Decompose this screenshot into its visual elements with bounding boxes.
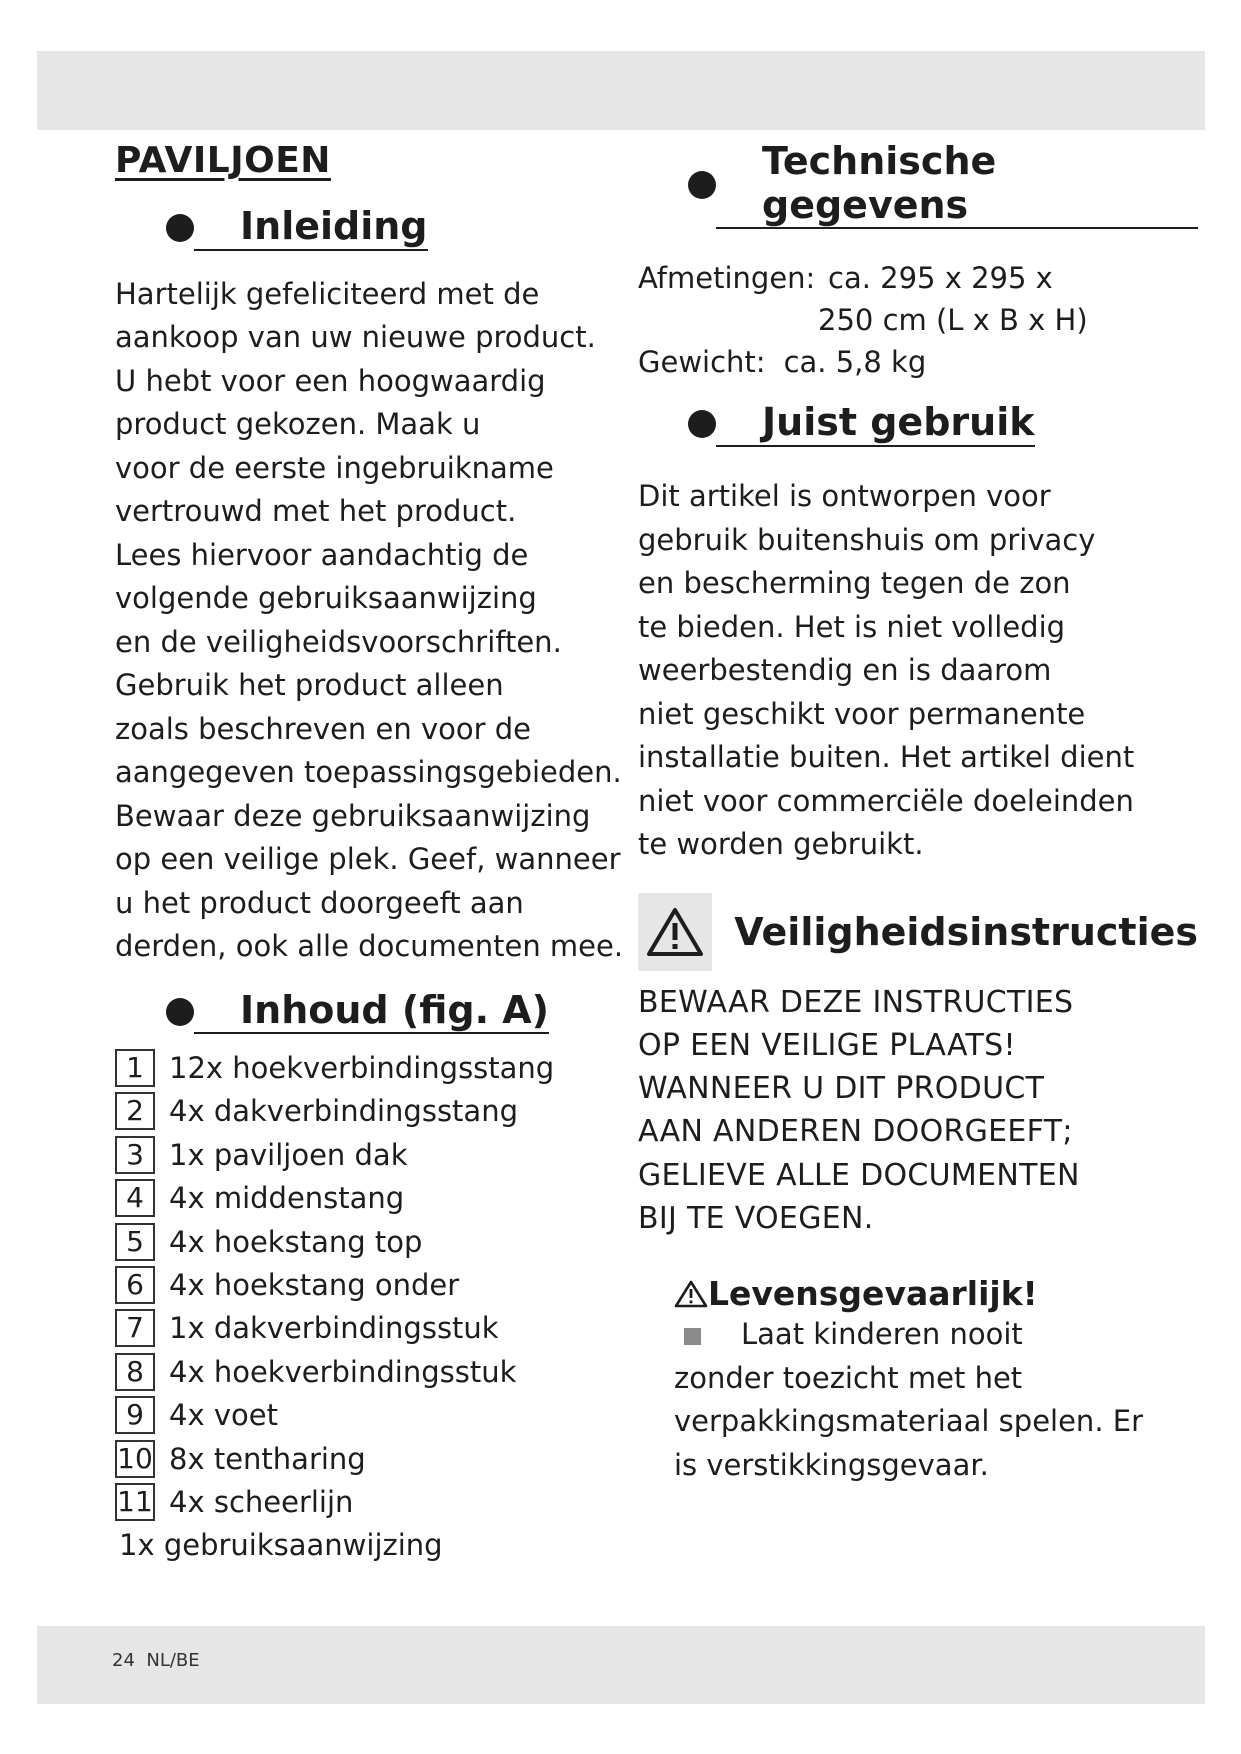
item-text: 1x dakverbindingsstuk: [169, 1311, 499, 1346]
list-item: [115, 1133, 635, 1176]
item-number: 3: [115, 1136, 155, 1174]
warning-triangle-icon: [674, 1279, 708, 1309]
right-column: [638, 140, 1198, 1487]
header-band: [37, 51, 1205, 130]
list-item: [115, 1220, 635, 1263]
item-text: 12x hoekverbindingsstang: [169, 1051, 555, 1086]
item-number: 10: [115, 1440, 155, 1478]
list-item: [115, 1177, 635, 1220]
dimensions-label: Afmetingen:: [638, 261, 816, 296]
footer: [112, 1650, 200, 1671]
weight-value: ca. 5,8 kg: [783, 345, 927, 380]
item-number: 11: [115, 1483, 155, 1521]
intro-text: Hartelijk gefeliciteerd met de aankoop van uw nieuwe product. U hebt voor een hoogwaardig product gekozen. Maak u voor de eerste ingebruikname vertrouwd met het product. Lees hiervoor aandachtig de volgende gebruiksaanwijzing en de veiligheidsvoorschriften. Gebruik het product alleen zoals beschreven en voor de aangegeven toepassingsgebieden. Bewaar deze gebruiksaanwijzing op een veilige plek. Geef, wanneer u het product doorgeeft aan derden, ook alle documenten mee.: [115, 276, 624, 964]
contents-heading: Inhoud (fig. A): [194, 989, 549, 1035]
list-item: [115, 1090, 635, 1133]
bullet-icon: [688, 171, 716, 199]
item-number: 6: [115, 1266, 155, 1304]
item-number: 2: [115, 1092, 155, 1130]
item-number: 5: [115, 1223, 155, 1261]
section-heading-tech: [688, 140, 1198, 229]
section-heading-intro: [166, 205, 635, 251]
list-item: [115, 1350, 635, 1393]
item-text: 1x paviljoen dak: [169, 1137, 408, 1172]
list-item: [115, 1480, 635, 1523]
tech-heading: Technische gegevens: [716, 140, 1198, 229]
item-number: 9: [115, 1396, 155, 1434]
danger-line-4: is verstikkingsgevaar.: [674, 1447, 989, 1482]
tech-specs: [638, 257, 1198, 383]
footer-band: [37, 1626, 1205, 1704]
danger-line-1: Laat kinderen nooit: [741, 1317, 1023, 1352]
item-text: 4x hoekstang onder: [169, 1268, 460, 1303]
safety-caps-text: BEWAAR DEZE INSTRUCTIES OP EEN VEILIGE PLAATS! WANNEER U DIT PRODUCT AAN ANDEREN DOORGEEFT; GELIEVE ALLE DOCUMENTEN BIJ TE VOEGEN.: [638, 984, 1080, 1237]
page-number: 24: [112, 1650, 135, 1671]
item-text: 4x middenstang: [169, 1181, 405, 1216]
intro-heading: Inleiding: [194, 205, 428, 251]
bullet-icon: [688, 410, 716, 438]
list-item: [115, 1263, 635, 1306]
contents-list: [115, 1046, 635, 1523]
usage-text: Dit artikel is ontworpen voor gebruik buitenshuis om privacy en bescherming tegen de zon te bieden. Het is niet volledig weerbestendig en is daarom niet geschikt voor permanente installatie buiten. Het artikel dient niet voor commerciële doeleinden te worden gebruikt.: [638, 479, 1135, 862]
danger-block: [674, 1274, 1198, 1487]
safety-heading: Veiligheidsinstructies: [734, 909, 1198, 954]
item-number: 4: [115, 1179, 155, 1217]
usage-heading: Juist gebruik: [716, 401, 1035, 447]
bullet-icon: [166, 214, 194, 242]
safety-heading-row: [638, 893, 1198, 971]
square-bullet-icon: [684, 1328, 701, 1345]
danger-line-1-row: [674, 1313, 1198, 1357]
item-number: 8: [115, 1353, 155, 1391]
list-item: [115, 1394, 635, 1437]
list-item: [115, 1307, 635, 1350]
item-text: 4x hoekstang top: [169, 1224, 423, 1259]
item-text: 4x voet: [169, 1398, 278, 1433]
dimensions-value-1: ca. 295 x 295 x: [828, 261, 1053, 296]
item-text: 8x tentharing: [169, 1441, 366, 1476]
contents-extra: 1x gebruiksaanwijzing: [119, 1527, 443, 1562]
danger-line-3: verpakkingsmateriaal spelen. Er: [674, 1404, 1143, 1439]
item-text: 4x hoekverbindingsstuk: [169, 1354, 517, 1389]
bullet-icon: [166, 998, 194, 1026]
list-item: [115, 1046, 635, 1089]
warning-box: [638, 893, 712, 971]
danger-title-row: [674, 1274, 1198, 1313]
left-column: [115, 140, 635, 1567]
section-heading-usage: [688, 401, 1198, 447]
list-item: [115, 1437, 635, 1480]
section-heading-contents: [166, 989, 635, 1035]
item-text: 4x scheerlijn: [169, 1484, 354, 1519]
locale-label: NL/BE: [146, 1650, 200, 1671]
item-number: 1: [115, 1049, 155, 1087]
item-number: 7: [115, 1309, 155, 1347]
page-title: PAVILJOEN: [115, 140, 331, 181]
item-text: 4x dakverbindingsstang: [169, 1094, 518, 1129]
weight-label: Gewicht:: [638, 345, 766, 380]
dimensions-value-2: 250 cm (L x B x H): [818, 303, 1088, 338]
warning-triangle-icon: [646, 906, 704, 958]
danger-line-2: zonder toezicht met het: [674, 1360, 1023, 1395]
danger-title: Levensgevaarlijk!: [708, 1274, 1038, 1314]
